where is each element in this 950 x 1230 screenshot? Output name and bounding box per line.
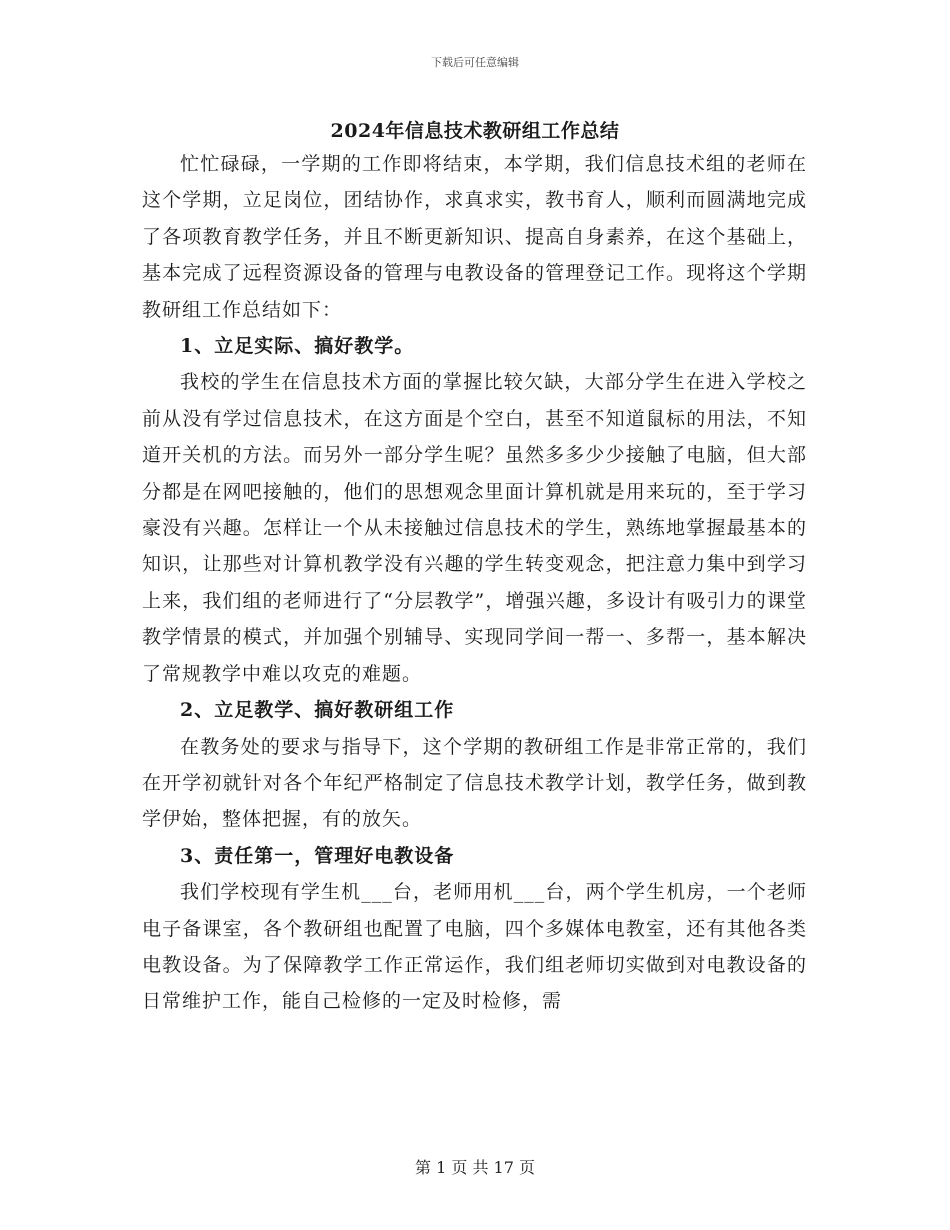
section-heading-3: 3、责任第一，管理好电教设备 (180, 844, 455, 867)
document-body (142, 146, 807, 1020)
section-paragraph-3: 我们学校现有学生机___台，老师用机___台，两个学生机房，一个老师电子备课室，各个教研组也配置了电脑，四个多媒体电教室，还有其他各类电教设备。为了保障教学工作正常运作，我们组老师切实做到对电教设备的日常维护工作，能自己检修的一定及时检修，需 (142, 881, 807, 1013)
section-paragraph-1: 我校的学生在信息技术方面的掌握比较欠缺，大部分学生在进入学校之前从没有学过信息技术，在这方面是个空白，甚至不知道鼠标的用法，不知道开关机的方法。而另外一部分学生呢？虽然多多少少接触了电脑，但大部分都是在网吧接触的，他们的思想观念里面计算机就是用来玩的，至于学习豪没有兴趣。怎样让一个从未接触过信息技术的学生，熟练地掌握最基本的知识，让那些对计算机教学没有兴趣的学生转变观念，把注意力集中到学习上来，我们组的老师进行了“分层教学”，增强兴趣，多设计有吸引力的课堂教学情景的模式，并加强个别辅导、实现同学间一帮一、多帮一，基本解决了常规教学中难以攻克的难题。 (142, 371, 807, 685)
page-number: 第 1 页 共 17 页 (415, 1158, 535, 1177)
intro-paragraph: 忙忙碌碌，一学期的工作即将结束，本学期，我们信息技术组的老师在这个学期，立足岗位，团结协作，求真求实，教书育人，顺利而圆满地完成了各项教育教学任务，并且不断更新知识、提高自身素养，在这个基础上，基本完成了远程资源设备的管理与电教设备的管理登记工作。现将这个学期教研组工作总结如下： (142, 153, 807, 321)
document-title: 2024年信息技术教研组工作总结 (330, 120, 620, 142)
header-note: 下载后可任意编辑 (431, 56, 519, 69)
section-heading-2: 2、立足教学、搞好教研组工作 (180, 699, 455, 722)
section-heading-1: 1、立足实际、搞好教学。 (180, 335, 415, 358)
section-paragraph-2: 在教务处的要求与指导下，这个学期的教研组工作是非常正常的，我们在开学初就针对各个年纪严格制定了信息技术教学计划，教学任务，做到教学伊始，整体把握，有的放矢。 (142, 735, 807, 831)
